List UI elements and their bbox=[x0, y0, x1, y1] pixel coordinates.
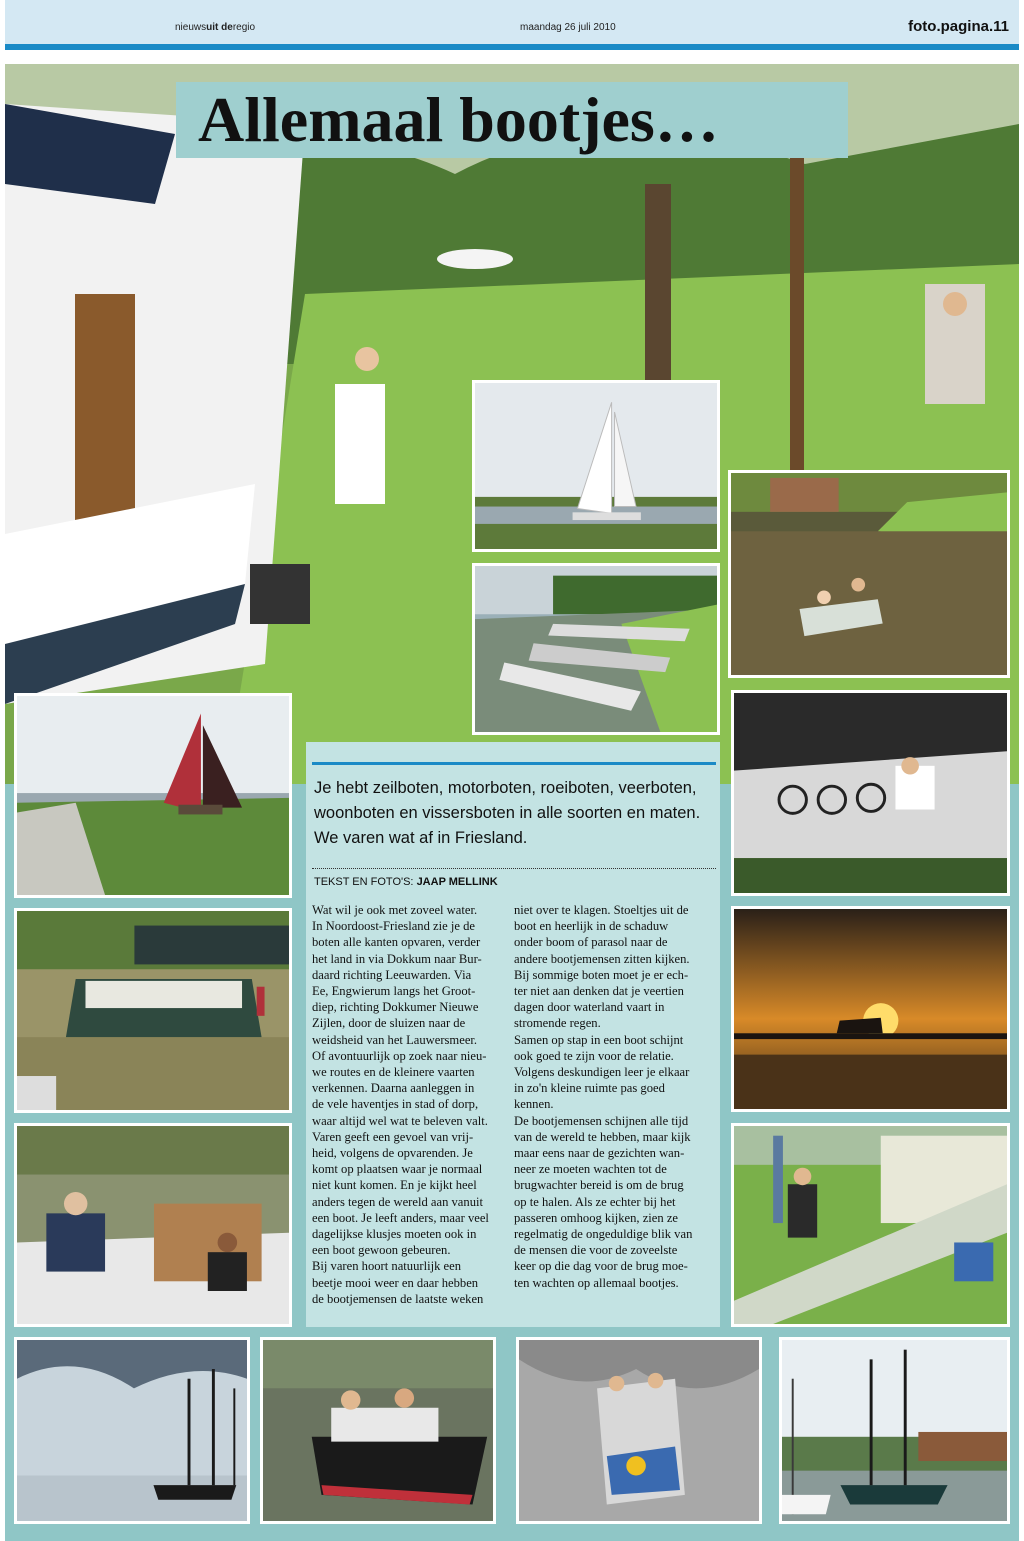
photo-small-motorboat bbox=[260, 1337, 496, 1524]
article-box bbox=[306, 742, 720, 1327]
photo-red-sail-boat bbox=[14, 693, 292, 898]
article-intro: Je hebt zeilboten, motorboten, roeiboten, veerboten, woonboten en vissersboten in alle soorten en maten. We varen wat af in Friesland. bbox=[314, 779, 701, 847]
byline: TEKST EN FOTO'S: JAAP MELLINK bbox=[314, 876, 498, 888]
photo-sailing-ships-harbour bbox=[779, 1337, 1010, 1524]
photo-rowing-boat-canal bbox=[728, 470, 1010, 678]
photo-mowing-harbour bbox=[731, 1123, 1010, 1327]
photo-sailboat-meadow bbox=[472, 380, 720, 552]
photo-sunset-ferry bbox=[731, 906, 1010, 1112]
issue-date: maandag 26 juli 2010 bbox=[520, 22, 616, 33]
page-label: foto.pagina.11 bbox=[908, 18, 1009, 35]
article-column-2: niet over te klagen. Stoeltjes uit de boot en heerlijk in de schaduw onder boom of parasol naar de andere bootjemensen zitten kijken. Bij sommige boten moet je er ech- ter niet aan denken dat je veertien dagen door waterland vaart in stromende regen. Samen op stap in een boot schijnt ook goed te zijn voor de relatie. Volgens deskundigen leer je elkaar in zo'n kleine ruimte pas goed kennen. De bootjemensen schijnen alle tijd van de wereld te hebben, maar kijk maar eens naar de gezichten wan- neer ze moeten wachten tot de brugwachter bereid is om de brug op te halen. Als ze echter bij het passeren omhoog kijken, zien ze regelmatig de ongeduldige blik van de mensen die voor de zoveelste keer op die dag voor de brug moe- ten wachten op allemaal bootjes. bbox=[514, 903, 693, 1290]
byline-divider bbox=[312, 868, 716, 869]
photo-tall-ships-lake bbox=[14, 1337, 250, 1524]
photo-canal-barge bbox=[14, 908, 292, 1113]
article-column-1: Wat wil je ook met zoveel water. In Noordoost-Friesland zie je de boten alle kanten opvaren, verder het land in via Dokkum naar Bur- daard richting Leeuwarden. Via Ee, Engwierum langs het Groot- diep, richting Dokkumer Nieuwe Zijlen, door de sluizen naar de weidsheid van het Lauwersmeer. Of avontuurlijk op zoek naar nieu- we routes en de kleinere vaarten verkennen. Daarna aanleggen in de vele haventjes in stad of dorp, waar altijd wel wat te beleven valt. Varen geeft een gevoel van vrij- heid, volgens de opvarenden. Je komt op plaatsen waar je normaal niet kunt komen. En je kijkt heel anders tegen de wereld aan vanuit een boot. Je leeft anders, maar veel dagelijkse klusjes moeten ook in een boot gewoon gebeuren. Bij varen hoort natuurlijk een beetje mooi weer en daar hebben de bootjemensen de laatste weken bbox=[312, 903, 489, 1306]
section-label: nieuwsuit deregio bbox=[175, 22, 256, 33]
article-rule bbox=[312, 762, 716, 765]
page-header bbox=[5, 0, 1019, 44]
photo-ferry-bicycles bbox=[731, 690, 1010, 896]
photo-speedboat-wake bbox=[516, 1337, 762, 1524]
header-rule bbox=[5, 44, 1019, 50]
photo-moored-rowboats bbox=[472, 563, 720, 735]
photo-man-in-boat bbox=[14, 1123, 292, 1327]
headline: Allemaal bootjes… bbox=[176, 82, 848, 158]
